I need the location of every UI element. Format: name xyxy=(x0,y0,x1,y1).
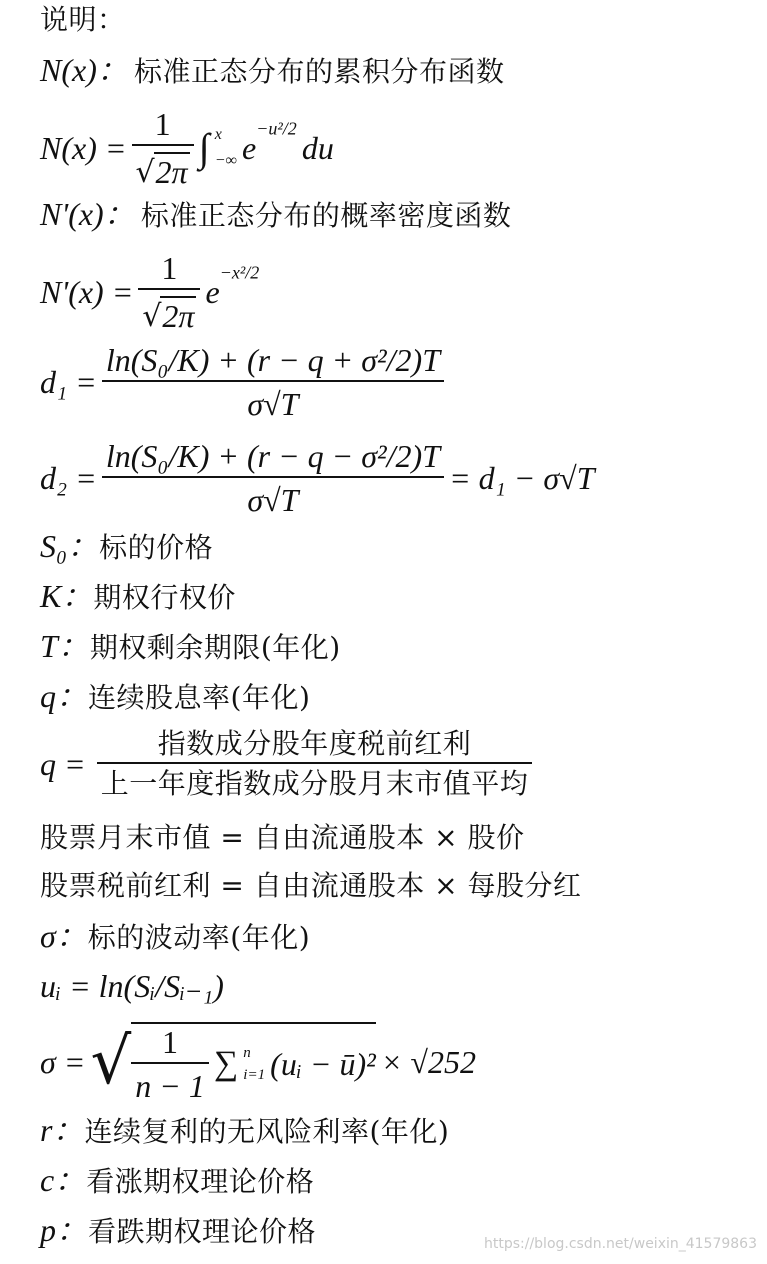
npx-exponent: −x²/2 xyxy=(219,262,260,283)
q-lhs: q = xyxy=(40,746,86,782)
d2-numerator: ln(S₀/K) + (r − q − σ²/2)T xyxy=(102,440,444,478)
def-text: 标的价格 xyxy=(99,531,214,564)
d1-lhs: d₁ = xyxy=(40,364,97,400)
dividend-line: 股票税前红利 = 自由流通股本 × 每股分红 xyxy=(40,869,582,902)
big-sqrt-icon: √ xyxy=(90,1025,132,1099)
def-symbol: S₀： xyxy=(40,528,100,564)
def-symbol: T： xyxy=(40,628,90,664)
integral-sign: ∫ xyxy=(198,125,210,170)
npx-fraction xyxy=(138,252,200,332)
def-symbol: c： xyxy=(40,1162,87,1198)
sigma-times: × √252 xyxy=(380,1044,476,1080)
npx-description: 标准正态分布的概率密度函数 xyxy=(140,199,512,232)
def-symbol: p： xyxy=(40,1212,89,1248)
def-c xyxy=(40,1164,314,1196)
sigma-denominator: n − 1 xyxy=(135,1068,205,1104)
npx-lhs: N'(x) = xyxy=(40,274,134,310)
nx-description: 标准正态分布的累积分布函数 xyxy=(133,55,505,88)
nx-du: du xyxy=(301,130,334,166)
sigma-numerator: 1 xyxy=(131,1026,209,1064)
sum-sign: ∑ xyxy=(213,1045,239,1082)
market-value-line: 股票月末市值 = 自由流通股本 × 股价 xyxy=(40,821,525,854)
d2-fraction xyxy=(102,440,444,516)
q-numerator: 指数成分股年度税前红利 xyxy=(97,730,533,764)
sigma-fraction xyxy=(131,1026,209,1102)
nx-lhs: N(x) = xyxy=(40,130,127,166)
nx-sqrt: √ 2π xyxy=(135,154,188,190)
watermark: https://blog.csdn.net/weixin_41579863 xyxy=(483,1236,757,1252)
nx-exp-base: e xyxy=(242,130,257,166)
npx-sqrt: √ 2π xyxy=(142,298,195,334)
d1-fraction xyxy=(102,344,444,420)
d2-lhs: d₂ = xyxy=(40,460,97,496)
sum-lower: i=1 xyxy=(243,1067,266,1083)
npx-definition xyxy=(40,198,511,230)
sigma-lhs: σ = xyxy=(40,1044,86,1080)
def-symbol: q： xyxy=(40,678,89,714)
d2-rhs: = d₁ − σ√T xyxy=(449,460,595,496)
d1-numerator: ln(S₀/K) + (r − q + σ²/2)T xyxy=(102,344,444,382)
def-symbol: K： xyxy=(40,578,94,614)
def-r xyxy=(40,1114,449,1146)
ui-formula: uᵢ = ln(Sᵢ/Sᵢ₋₁) xyxy=(40,968,224,1004)
nx-fraction xyxy=(132,108,194,188)
nx-denominator: 2π xyxy=(155,154,188,190)
def-p xyxy=(40,1214,316,1246)
def-text: 期权剩余期限(年化) xyxy=(89,631,341,664)
integral-lower: −∞ xyxy=(214,152,237,169)
q-fraction xyxy=(97,727,533,800)
sigma-formula xyxy=(40,1022,476,1102)
nx-exponent: −u²/2 xyxy=(256,118,297,139)
q-denominator: 上一年度指数成分股月末市值平均 xyxy=(100,767,529,800)
nx-formula xyxy=(40,108,334,188)
def-text: 标的波动率(年化) xyxy=(87,921,311,954)
def-t xyxy=(40,630,341,662)
def-sigma xyxy=(40,920,310,952)
def-q xyxy=(40,680,310,712)
def-text: 连续股息率(年化) xyxy=(88,681,311,714)
def-symbol: σ： xyxy=(40,918,88,954)
q-formula xyxy=(40,727,532,800)
integral-upper: x xyxy=(214,126,222,144)
d2-denominator: σ√T xyxy=(247,482,299,518)
npx-numerator: 1 xyxy=(138,252,200,290)
def-s0 xyxy=(40,530,213,562)
def-text: 看涨期权理论价格 xyxy=(86,1165,315,1198)
def-k xyxy=(40,580,236,612)
d1-formula xyxy=(40,344,444,420)
d2-formula xyxy=(40,440,595,516)
sum-upper: n xyxy=(243,1044,251,1061)
d1-denominator: σ√T xyxy=(247,386,299,422)
def-symbol: r： xyxy=(40,1112,85,1148)
heading: 说明： xyxy=(40,3,126,36)
sigma-radicand xyxy=(131,1022,375,1102)
def-text: 期权行权价 xyxy=(93,581,236,614)
nx-definition xyxy=(40,54,504,86)
npx-formula xyxy=(40,252,259,332)
nx-numerator: 1 xyxy=(132,108,194,146)
def-text: 看跌期权理论价格 xyxy=(88,1215,317,1248)
npx-exp-base: e xyxy=(205,274,220,310)
sigma-body: (uᵢ − ū)² xyxy=(270,1046,376,1082)
def-text: 连续复利的无风险利率(年化) xyxy=(84,1115,450,1148)
npx-denominator: 2π xyxy=(162,298,195,334)
npx-symbol: N'(x)： xyxy=(40,196,136,232)
nx-symbol: N(x)： xyxy=(40,52,129,88)
